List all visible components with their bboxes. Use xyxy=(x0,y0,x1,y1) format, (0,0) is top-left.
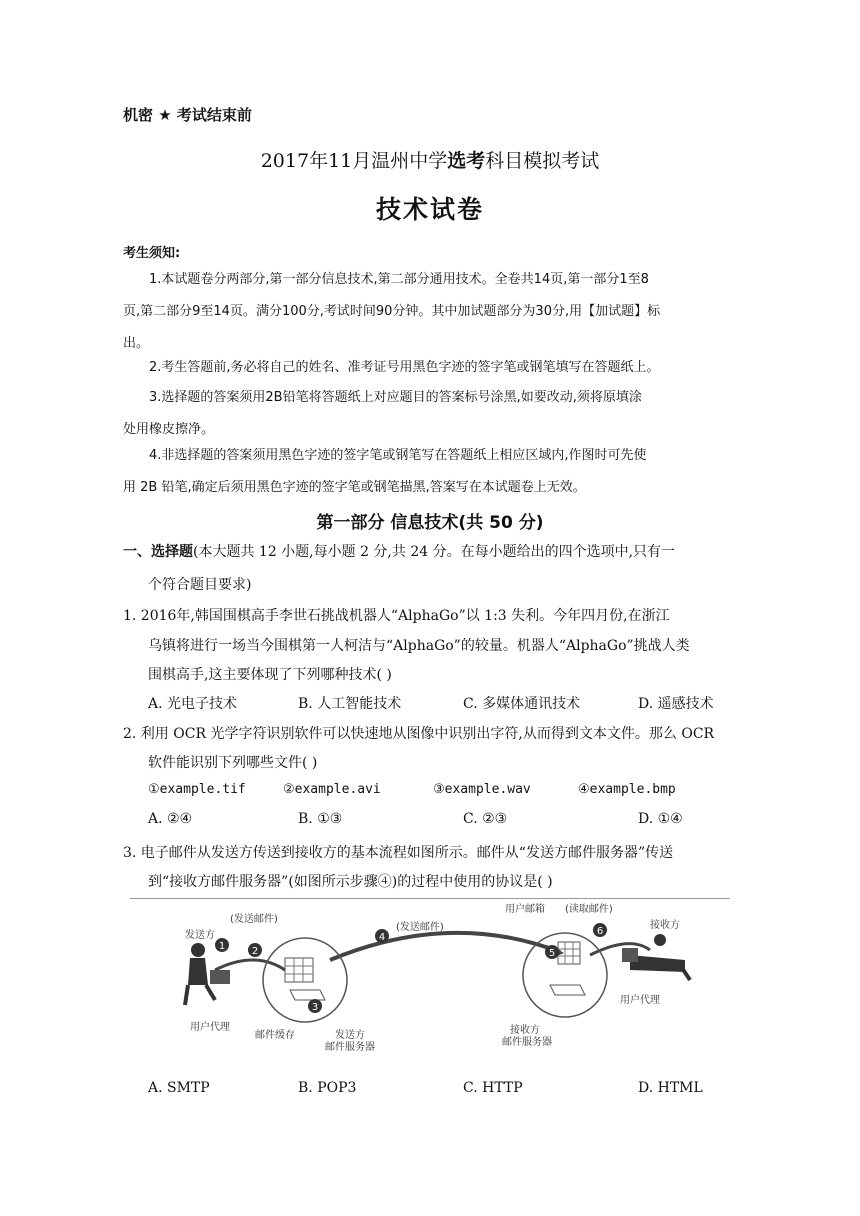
notice-item-1-line-2: 页,第二部分9至14页。满分100分,考试时间90分钟。其中加试题部分为30分,用【加试题】标 xyxy=(123,304,661,319)
q3-option-b: B. POP3 xyxy=(298,1080,357,1096)
label-mail-cache: 邮件缓存 xyxy=(255,1030,295,1041)
q3-line-2: 到“接收方邮件服务器”(如图所示步骤④)的过程中使用的协议是( ) xyxy=(148,874,553,890)
arc-step-4 xyxy=(330,933,560,960)
notice-item-3 xyxy=(123,382,743,446)
notice-item-4 xyxy=(123,440,743,504)
section-desc-line-1: (本大题共 12 小题,每小题 2 分,共 24 分。在每小题给出的四个选项中,只有一 xyxy=(193,544,676,560)
label-read-mail: (读取邮件) xyxy=(565,904,613,915)
label-sender-server-l2: 邮件服务器 xyxy=(325,1042,375,1053)
label-sender: 发送方 xyxy=(185,930,215,941)
q2-option-d: D. ①④ xyxy=(638,811,683,827)
notice-item-1-line-3: 出。 xyxy=(123,336,150,351)
email-flow-diagram xyxy=(160,900,700,1060)
receiver-tray xyxy=(550,985,585,995)
section-heading xyxy=(123,541,675,561)
q2-line-1: 2. 利用 OCR 光学字符识别软件可以快速地从图像中识别出字符,从而得到文本文件。那么 OCR xyxy=(123,726,715,742)
q3-option-d: D. HTML xyxy=(638,1080,703,1096)
mail-cache-tray xyxy=(290,990,325,1000)
label-user-agent-right: 用户代理 xyxy=(620,995,660,1006)
sender-server-grid xyxy=(285,958,313,982)
notice-item-2-text: 2.考生答题前,务必将自己的姓名、准考证号用黑色字迹的签字笔或钢笔填写在答题纸上。 xyxy=(149,360,660,375)
step-3-badge xyxy=(308,999,322,1013)
q1-option-b: B. 人工智能技术 xyxy=(298,696,402,712)
svg-text:4: 4 xyxy=(378,932,386,943)
notice-item-2 xyxy=(123,352,743,384)
notice-item-1-line-1: 1.本试题卷分两部分,第一部分信息技术,第二部分通用技术。全卷共14页,第一部分1至8 xyxy=(149,272,649,287)
q1-option-a: A. 光电子技术 xyxy=(148,696,238,712)
notice-item-1 xyxy=(123,264,743,360)
q2-file-2: ②example.avi xyxy=(283,782,381,797)
exam-title xyxy=(0,146,860,173)
label-user-agent-left: 用户代理 xyxy=(190,1022,230,1033)
section-desc-line-2: 个符合题目要求) xyxy=(148,577,252,593)
exam-title-post: 科目模拟考试 xyxy=(485,150,600,172)
q3-option-a: A. SMTP xyxy=(148,1080,210,1096)
section-title: 一、选择题 xyxy=(123,544,193,560)
q2-option-c: C. ②③ xyxy=(463,811,508,827)
svg-text:5: 5 xyxy=(548,948,556,959)
notice-item-4-line-1: 4.非选择题的答案须用黑色字迹的签字笔或钢笔写在答题纸上相应区域内,作图时可先使 xyxy=(149,448,647,463)
q2-file-1: ①example.tif xyxy=(148,782,246,797)
exam-title-bold: 选考 xyxy=(447,150,486,172)
svg-text:3: 3 xyxy=(311,1002,319,1013)
q3-option-c: C. HTTP xyxy=(463,1080,523,1096)
q2-file-4: ④example.bmp xyxy=(578,782,676,797)
q1-option-c: C. 多媒体通讯技术 xyxy=(463,696,581,712)
exam-title-pre: 2017年11月温州中学 xyxy=(260,150,448,172)
q2-option-a: A. ②④ xyxy=(148,811,193,827)
step-2-badge xyxy=(248,943,262,957)
paper-subtitle: 技术试卷 xyxy=(375,195,484,224)
svg-text:2: 2 xyxy=(251,946,259,957)
q1-line-1: 1. 2016年,韩国围棋高手李世石挑战机器人“AlphaGo”以 1:3 失利。今年四月份,在浙江 xyxy=(123,608,670,624)
q1-option-d: D. 遥感技术 xyxy=(638,696,714,712)
q2-file-3: ③example.wav xyxy=(433,782,531,797)
part-one-heading: 第一部分 信息技术(共 50 分) xyxy=(316,513,544,533)
svg-text:1: 1 xyxy=(218,941,226,952)
notice-item-3-line-1: 3.选择题的答案须用2B铅笔将答题纸上对应题目的答案标号涂黑,如要改动,须将原填涂 xyxy=(149,390,642,405)
step-1-badge xyxy=(215,938,229,952)
label-mailbox: 用户邮箱 xyxy=(505,904,545,915)
step-6-badge xyxy=(593,923,607,937)
q2-option-b: B. ①③ xyxy=(298,811,343,827)
sender-person-icon xyxy=(185,943,230,1005)
arc-step-2 xyxy=(215,960,285,970)
step-5-badge xyxy=(545,945,559,959)
label-send-mail-mid: (发送邮件) xyxy=(396,922,444,933)
confidential-label: 机密 ★ 考试结束前 xyxy=(123,106,252,124)
receiver-person-icon xyxy=(622,934,690,980)
notice-item-3-line-2: 处用橡皮擦净。 xyxy=(123,422,215,437)
q2-line-2: 软件能识别下列哪些文件( ) xyxy=(148,755,318,771)
notice-heading: 考生须知: xyxy=(123,246,181,261)
label-receiver: 接收方 xyxy=(650,920,680,931)
diagram-top-rule xyxy=(130,898,730,899)
label-sender-server-l1: 发送方 xyxy=(335,1030,365,1041)
label-receiver-server-l2: 邮件服务器 xyxy=(502,1037,552,1048)
label-receiver-server-l1: 接收方 xyxy=(510,1025,540,1036)
notice-item-4-line-2: 用 2B 铅笔,确定后须用黑色字迹的签字笔或钢笔描黑,答案写在本试题卷上无效。 xyxy=(123,480,586,495)
step-4-badge xyxy=(375,929,389,943)
label-send-mail: (发送邮件) xyxy=(230,914,278,925)
svg-text:6: 6 xyxy=(596,926,604,937)
q3-line-1: 3. 电子邮件从发送方传送到接收方的基本流程如图所示。邮件从“发送方邮件服务器”传送 xyxy=(123,845,674,861)
q1-line-2: 乌镇将进行一场当今围棋第一人柯洁与“AlphaGo”的较量。机器人“AlphaGo”挑战人类 xyxy=(148,638,690,654)
q1-line-3: 围棋高手,这主要体现了下列哪种技术( ) xyxy=(148,667,392,683)
sender-server-circle xyxy=(263,938,347,1022)
